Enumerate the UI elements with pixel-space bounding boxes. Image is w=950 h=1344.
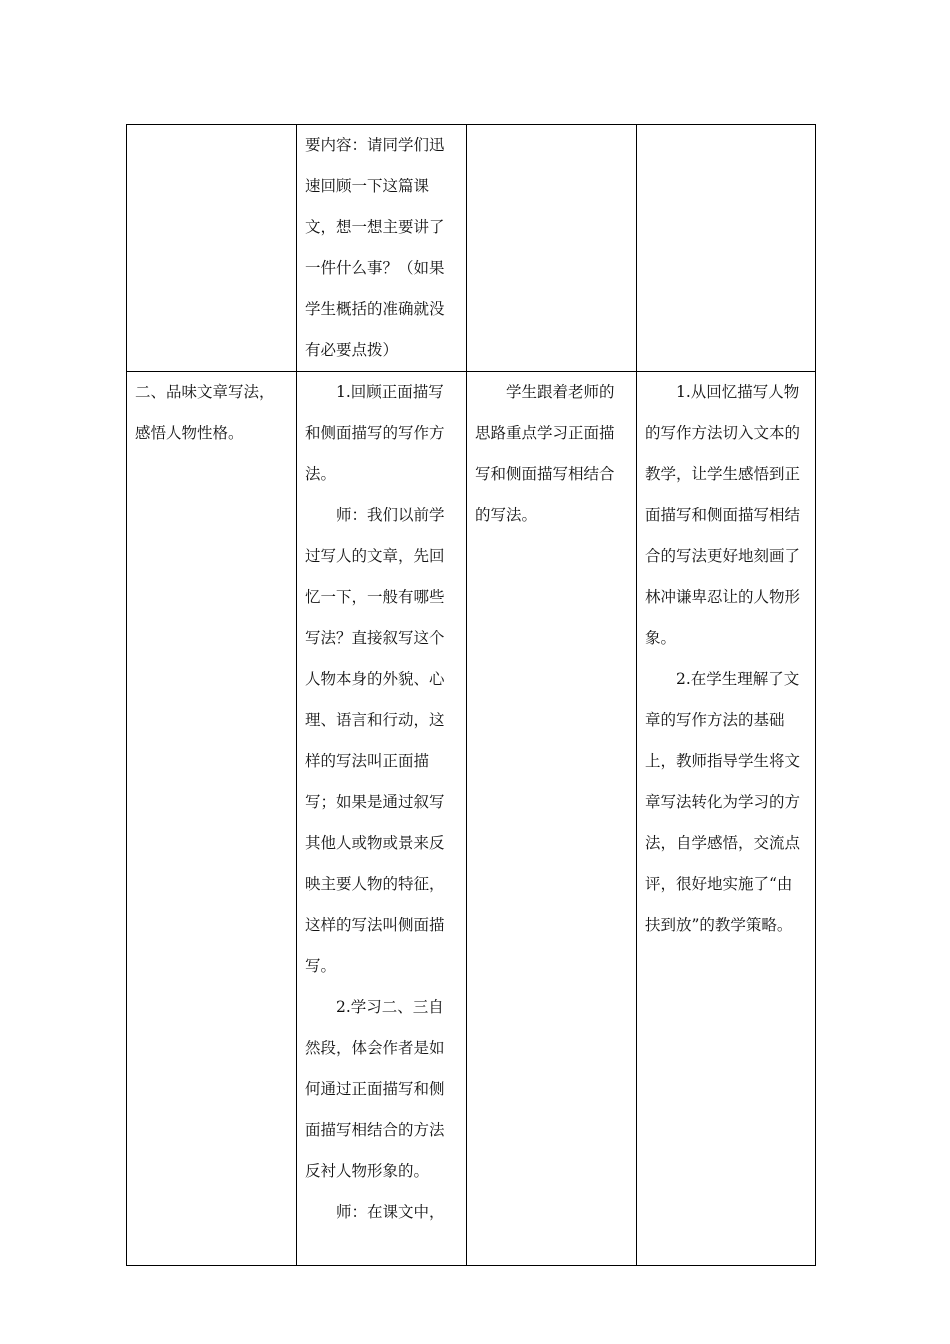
- teaching-step: 1.回顾正面描写和侧面描写的写作方法。: [305, 383, 445, 483]
- table-cell: [467, 125, 637, 372]
- design-intent: 1.从回忆描写人物的写作方法切入文本的教学，让学生感悟到正面描写和侧面描写相结合的写法更好地刻画了林冲谦卑忍让的人物形象。: [645, 383, 801, 647]
- section-heading: 二、品味文章写法，感悟人物性格。: [135, 383, 275, 442]
- cell-text: 要内容：请同学们迅速回顾一下这篇课文，想一想主要讲了一件什么事？（如果学生概括的准确就没有必要点拨）: [305, 136, 445, 359]
- table-cell: [297, 125, 467, 372]
- student-activity: 学生跟着老师的思路重点学习正面描写和侧面描写相结合的写法。: [475, 383, 615, 524]
- table-row: [127, 372, 816, 1266]
- teacher-speech: 师：我们以前学过写人的文章，先回忆一下，一般有哪些写法？直接叙写这个人物本身的外貌、心理、语言和行动，这样的写法叫正面描写；如果是通过叙写其他人或物或景来反映主要人物的特征，这样的写法叫侧面描写。: [305, 506, 445, 975]
- table-cell: [467, 372, 637, 1266]
- table-cell: [637, 125, 816, 372]
- table-cell: [637, 372, 816, 1266]
- table-cell: [297, 372, 467, 1266]
- teaching-step: 2.学习二、三自然段，体会作者是如何通过正面描写和侧面描写相结合的方法反衬人物形象的。: [305, 998, 445, 1180]
- lesson-plan-table: [126, 124, 816, 1266]
- table-cell: [127, 125, 297, 372]
- table-cell: [127, 372, 297, 1266]
- design-intent: 2.在学生理解了文章的写作方法的基础上，教师指导学生将文章写法转化为学习的方法，自学感悟，交流点评，很好地实施了“由扶到放”的教学策略。: [645, 670, 801, 934]
- teacher-speech: 师：在课文中，: [336, 1203, 445, 1221]
- table-row: [127, 125, 816, 372]
